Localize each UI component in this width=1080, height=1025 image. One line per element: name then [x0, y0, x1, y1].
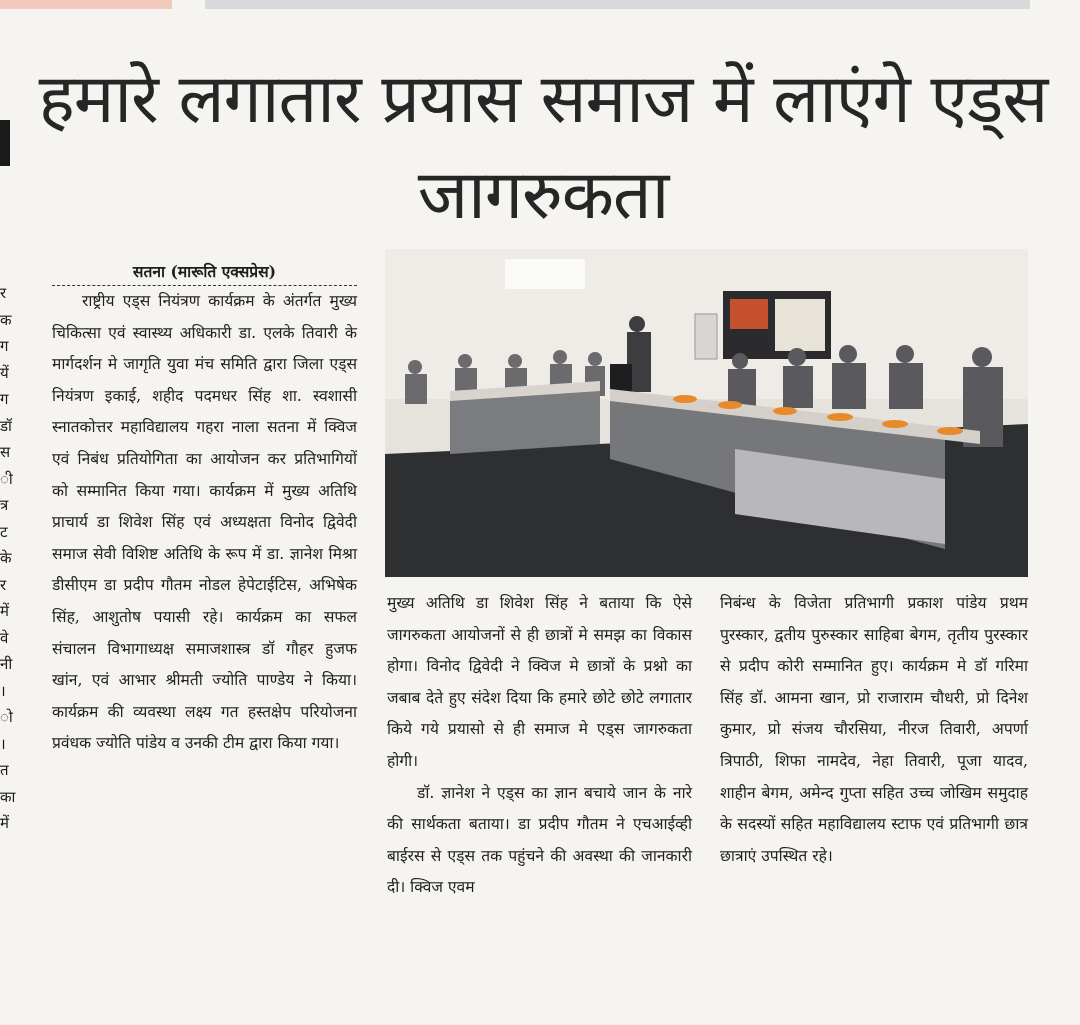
- column-2-paragraph-2: डॉ. ज्ञानेश ने एड्स का ज्ञान बचाये जान के नारे की सार्थकता बताया। डा प्रदीप गौतम ने एचआईव्ही बाईरस से एड्स तक पहुंचने की अवस्था की जानकारी दी। क्विज एवम: [387, 783, 692, 897]
- article-column-1: [52, 259, 357, 760]
- column-3-text: निबंन्ध के विजेता प्रतिभागी प्रकाश पांडेय प्रथम पुरस्कार, द्वतीय पुरुस्कार साहिबा बेगम, तृतीय पुरस्कार से प्रदीप कोरी सम्मानित हुए। कार्यक्रम मे डॉ गरिमा सिंह डॉ. आमना खान, प्रो राजाराम चौधरी, प्रो दिनेश कुमार, प्रो संजय चौरसिया, नीरज तिवारी, अपर्णा त्रिपाठी, शिफा नामदेव, नेहा तिवारी, पूजा यादव, शाहीन बेगम, अमेन्द गुप्ता सहित उच्च जोखिम समुदाह के सदस्यों सहित महाविद्यालय स्टाफ एवं प्रतिभागी छात्र छात्राएं उपस्थित रहे।: [720, 594, 1028, 865]
- event-photo-illustration: [385, 249, 1028, 577]
- top-color-strip-right: [205, 0, 1030, 9]
- adjacent-article-edge-mark: [0, 120, 10, 166]
- article-column-3: [720, 588, 1028, 872]
- column-1-text: राष्ट्रीय एड्स नियंत्रण कार्यक्रम के अंतर्गत मुख्य चिकित्सा एवं स्वास्थ्य अधिकारी डा. एलके तिवारी के मार्गदर्शन मे जागृति युवा मंच समिति द्वारा जिला एड्स नियंत्रण इकाई, शहीद पदमधर सिंह शा. स्वशासी स्नातकोत्तर महाविद्यालय गहरा नाला सतना में क्विज एवं निबंध प्रतियोगिता का आयोजन कर प्रतिभागियों को सम्मानित किया गया। कार्यक्रम में मुख्य अतिथि प्राचार्य डा शिवेश सिंह एवं अध्यक्षता विनोद द्विवेदी समाज सेवी विशिष्ट अतिथि के रूप में डा. ज्ञानेश मिश्रा डीसीएम डा प्रदीप गौतम नोडल हेपेटाईटिस, अभिषेक सिंह, आशुतोष पयासी रहे। कार्यक्रम का सफल संचालन विभागाध्यक्ष समाजशास्त्र डॉ गौहर हुजफ खांन, एवं आभार श्रीमती ज्योति पाण्डेय ने किया। कार्यक्रम की व्यवस्था लक्ष्य गत हस्तक्षेप परियोजना प्रवंधक ज्योति पांडेय व उनकी टीम द्वारा किया गया।: [52, 292, 357, 753]
- headline: हमारे लगातार प्रयास समाज में लाएंगे एड्स जागरुकता: [38, 60, 1048, 235]
- event-photo: [385, 249, 1028, 577]
- article-column-2: [387, 588, 692, 904]
- column-2-paragraph-1: मुख्य अतिथि डा शिवेश सिंह ने बताया कि ऐसे जागरुकता आयोजनों से ही छात्रों मे समझ का विकास होगा। विनोद द्विवेदी ने क्विज मे छात्रों के प्रश्नो का जबाब देते हुए संदेश दिया कि हमारे छोटे छोटे लगातार किये गये प्रयासो से ही समाज मे एड्स जागरुकता होगी।: [387, 594, 692, 770]
- dateline: सतना (मारूति एक्सप्रेस): [52, 259, 357, 286]
- adjacent-article-fragments: र क ग यें ग डॉ स ी त्र ट के र में वे नी । ो । त का में: [0, 284, 16, 832]
- top-color-strip-left: [0, 0, 172, 9]
